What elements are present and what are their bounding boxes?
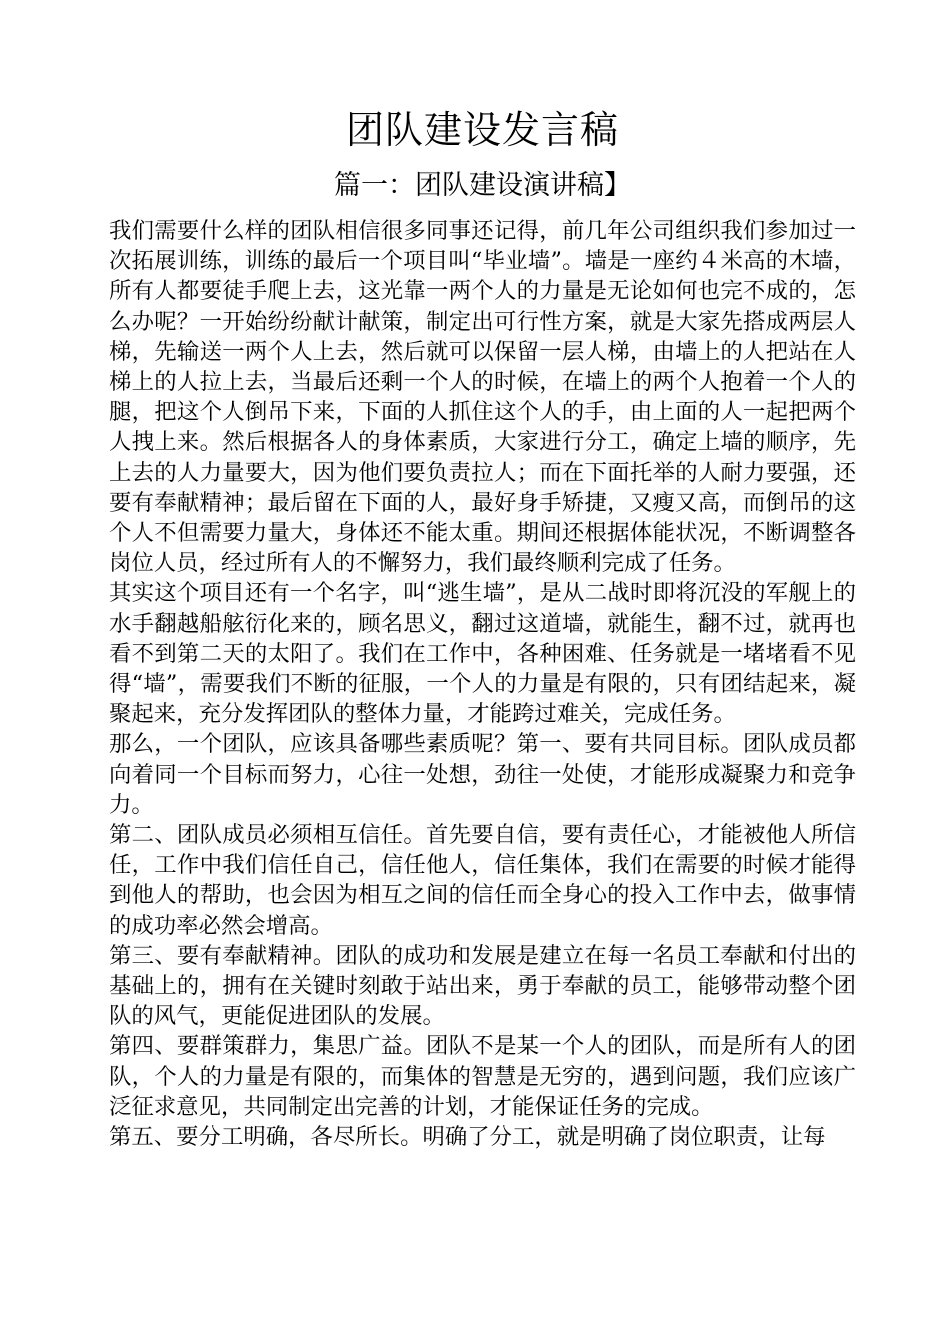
paragraph-6: 第四、要群策群力，集思广益。团队不是某一个人的团队，而是所有人的团队，个人的力量是有限的，而集体的智慧是无穷的，遇到问题，我们应该广泛征求意见，共同制定出完善的计划，才能保证任务的完成。 bbox=[109, 1033, 856, 1120]
document-title: 团队建设发言稿 bbox=[345, 108, 619, 152]
paragraph-7: 第五、要分工明确，各尽所长。明确了分工，就是明确了岗位职责，让每 bbox=[109, 1124, 826, 1151]
paragraph-2: 其实这个项目还有一个名字，叫“逃生墙”，是从二战时即将沉没的军舰上的水手翻越船舷衍化来的，顾名思义，翻过这道墙，就能生，翻不过，就再也看不到第二天的太阳了。我们在工作中，各种困难、任务就是一堵堵看不见得“墙”，需要我们不断的征服，一个人的力量是有限的，只有团结起来，凝聚起来，充分发挥团队的整体力量，才能跨过难关，完成任务。 bbox=[109, 580, 856, 728]
paragraph-4: 第二、团队成员必须相互信任。首先要自信，要有责任心，才能被他人所信任，工作中我们信任自己，信任他人，信任集体，我们在需要的时候才能得到他人的帮助，也会因为相互之间的信任而全身心的投入工作中去，做事情的成功率必然会增高。 bbox=[109, 822, 856, 939]
paragraph-5: 第三、要有奉献精神。团队的成功和发展是建立在每一名员工奉献和付出的基础上的，拥有在关键时刻敢于站出来，勇于奉献的员工，能够带动整个团队的风气，更能促进团队的发展。 bbox=[109, 942, 856, 1030]
paragraph-1: 我们需要什么样的团队相信很多同事还记得，前几年公司组织我们参加过一次拓展训练，训练的最后一个项目叫“毕业墙”。墙是一座约４米高的木墙，所有人都要徒手爬上去，这光靠一两个人的力量是无论如何也完不成的，怎么办呢？一开始纷纷献计献策，制定出可行性方案，就是大家先搭成两层人梯，先输送一两个人上去，然后就可以保留一层人梯，由墙上的人把站在人梯上的人拉上去，当最后还剩一个人的时候，在墙上的两个人抱着一个人的腿，把这个人倒吊下来，下面的人抓住这个人的手，由上面的人一起把两个人拽上来。然后根据各人的身体素质，大家进行分工，确定上墙的顺序，先上去的人力量要大，因为他们要负责拉人；而在下面托举的人耐力要强，还要有奉献精神；最后留在下面的人，最好身手矫捷，又瘦又高，而倒吊的这个人不但需要力量大，身体还不能太重。期间还根据体能状况，不断调整各岗位人员，经过所有人的不懈努力，我们最终顺利完成了任务。 bbox=[109, 218, 856, 577]
paragraph-3: 那么，一个团队，应该具备哪些素质呢？第一、要有共同目标。团队成员都向着同一个目标而努力，心往一处想，劲往一处使，才能形成凝聚力和竞争力。 bbox=[109, 731, 856, 818]
document-body bbox=[109, 216, 856, 1152]
document-subtitle: 篇一：团队建设演讲稿】 bbox=[334, 170, 631, 201]
